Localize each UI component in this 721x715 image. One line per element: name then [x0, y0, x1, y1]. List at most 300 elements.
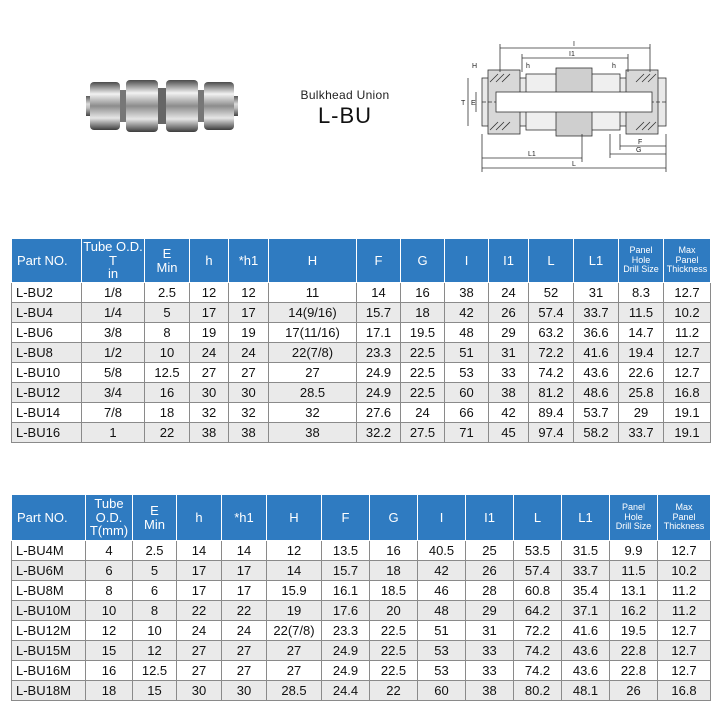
column-header: [322, 495, 370, 541]
part-number-cell: L-BU6M: [12, 561, 86, 581]
table-cell: 31: [466, 621, 514, 641]
table-cell: 10: [133, 621, 177, 641]
table-row: [12, 343, 711, 363]
table-cell: 14: [357, 283, 401, 303]
table-cell: 58.2: [574, 423, 619, 443]
inch-size-table: [11, 238, 711, 443]
column-header-line: H: [307, 252, 318, 268]
table-cell: 53: [445, 363, 489, 383]
table-cell: 20: [370, 601, 418, 621]
column-header-line: F: [374, 252, 383, 268]
table-cell: 19.1: [664, 423, 711, 443]
dim-label-F: F: [638, 139, 643, 146]
dim-label-T: T: [461, 100, 466, 107]
table-cell: 12.7: [664, 283, 711, 303]
table-cell: 19.4: [619, 343, 664, 363]
table-cell: 16.8: [658, 681, 711, 701]
column-header-line: Panel: [672, 511, 696, 522]
dim-label-L1: L1: [528, 151, 536, 158]
table-cell: 19: [190, 323, 229, 343]
table-cell: 80.2: [514, 681, 562, 701]
table-cell: 89.4: [529, 403, 574, 423]
column-header: [370, 495, 418, 541]
column-header-line: T: [109, 252, 117, 268]
part-number-cell: L-BU2: [12, 283, 82, 303]
table-row: [12, 581, 711, 601]
table-cell: 2.5: [145, 283, 190, 303]
column-header: [222, 495, 267, 541]
part-number-cell: L-BU14: [12, 403, 82, 423]
table-cell: 24: [222, 621, 267, 641]
table-cell: 27: [177, 641, 222, 661]
table-cell: 22.5: [370, 621, 418, 641]
column-header-line: L1: [578, 509, 593, 525]
table-cell: 24.9: [322, 661, 370, 681]
part-number-cell: L-BU18M: [12, 681, 86, 701]
table-cell: 43.6: [562, 641, 610, 661]
table-row: [12, 641, 711, 661]
table-cell: 33.7: [619, 423, 664, 443]
table-cell: 31: [489, 343, 529, 363]
column-header: [357, 239, 401, 283]
table-cell: 18.5: [370, 581, 418, 601]
part-number-cell: L-BU10: [12, 363, 82, 383]
table-cell: 33.7: [562, 561, 610, 581]
dim-label-L: L: [572, 161, 576, 168]
table-cell: 11.2: [658, 581, 711, 601]
table-cell: 35.4: [562, 581, 610, 601]
table-cell: 18: [370, 561, 418, 581]
table-cell: 53: [418, 641, 466, 661]
table-cell: 32.2: [357, 423, 401, 443]
dim-label-E: E: [471, 100, 476, 107]
column-header-line: I1: [484, 509, 495, 525]
table-cell: 72.2: [529, 343, 574, 363]
table-row: [12, 601, 711, 621]
column-header: [529, 239, 574, 283]
table-cell: 60.8: [514, 581, 562, 601]
table-cell: 10.2: [658, 561, 711, 581]
table-cell: 19.1: [664, 403, 711, 423]
table-cell: 25: [466, 541, 514, 561]
table-cell: 27: [229, 363, 269, 383]
table-cell: 12.7: [664, 363, 711, 383]
table-cell: 38: [269, 423, 357, 443]
column-header-line: Part NO.: [17, 509, 68, 525]
table-cell: 42: [489, 403, 529, 423]
table-cell: 27.5: [401, 423, 445, 443]
column-header-line: T(mm): [89, 523, 129, 539]
product-subtitle: Bulkhead Union: [300, 88, 390, 102]
table-cell: 16: [145, 383, 190, 403]
table-cell: 12.7: [658, 661, 711, 681]
table-cell: 81.2: [529, 383, 574, 403]
table-cell: 25.8: [619, 383, 664, 403]
table-row: [12, 423, 711, 443]
column-header: [133, 495, 177, 541]
column-header-line: Max: [675, 502, 693, 513]
table-cell: 48.1: [562, 681, 610, 701]
table-cell: 26: [610, 681, 658, 701]
column-header: [190, 239, 229, 283]
column-header-line: H: [289, 509, 299, 525]
table-cell: 30: [177, 681, 222, 701]
table-cell: 17(11/16): [269, 323, 357, 343]
table-cell: 22(7/8): [269, 343, 357, 363]
table-cell: 14(9/16): [269, 303, 357, 323]
table-row: [12, 681, 711, 701]
table-cell: 33: [466, 641, 514, 661]
table-cell: 32: [229, 403, 269, 423]
table-cell: 6: [86, 561, 133, 581]
table-cell: 8.3: [619, 283, 664, 303]
column-header: [664, 239, 711, 283]
column-header-line: O.D.: [95, 509, 123, 525]
table-cell: 10: [86, 601, 133, 621]
table-cell: 8: [133, 601, 177, 621]
column-header: [445, 239, 489, 283]
column-header-line: I: [439, 509, 444, 525]
table-cell: 17.6: [322, 601, 370, 621]
column-header-line: Min: [144, 516, 165, 532]
table-cell: 24: [401, 403, 445, 423]
column-header: [12, 495, 86, 541]
column-header: [269, 239, 357, 283]
table-cell: 22.8: [610, 641, 658, 661]
part-number-cell: L-BU12M: [12, 621, 86, 641]
table-cell: 14.7: [619, 323, 664, 343]
part-number-cell: L-BU4: [12, 303, 82, 323]
table-cell: 29: [489, 323, 529, 343]
table-cell: 51: [418, 621, 466, 641]
table-cell: 3/4: [82, 383, 145, 403]
bulkhead-union-photo: [86, 74, 238, 138]
table-row: [12, 383, 711, 403]
part-number-cell: L-BU12: [12, 383, 82, 403]
column-header-line: I: [464, 252, 469, 268]
column-header: [466, 495, 514, 541]
table-row: [12, 323, 711, 343]
table-cell: 12: [86, 621, 133, 641]
table-cell: 24: [190, 343, 229, 363]
column-header: [489, 239, 529, 283]
table-cell: 16: [370, 541, 418, 561]
part-number-cell: L-BU8: [12, 343, 82, 363]
part-number-cell: L-BU15M: [12, 641, 86, 661]
table-cell: 17: [177, 561, 222, 581]
column-header-line: Tube: [94, 496, 124, 512]
table-cell: 16.1: [322, 581, 370, 601]
table-cell: 10: [145, 343, 190, 363]
table-cell: 60: [418, 681, 466, 701]
table-cell: 48: [445, 323, 489, 343]
table-cell: 33: [489, 363, 529, 383]
table-cell: 31.5: [562, 541, 610, 561]
table-cell: 29: [619, 403, 664, 423]
table-cell: 74.2: [529, 363, 574, 383]
table-cell: 38: [190, 423, 229, 443]
table-cell: 30: [222, 681, 267, 701]
table-cell: 53: [418, 661, 466, 681]
table-cell: 74.2: [514, 661, 562, 681]
table-cell: 17: [229, 303, 269, 323]
table-cell: 51: [445, 343, 489, 363]
table-header-row: [12, 239, 711, 283]
table-cell: 16: [86, 661, 133, 681]
table-cell: 1/8: [82, 283, 145, 303]
table-cell: 24.4: [322, 681, 370, 701]
table-cell: 27: [267, 661, 322, 681]
product-title-block: [290, 88, 400, 129]
table-cell: 24.9: [357, 383, 401, 403]
table-cell: 12.5: [145, 363, 190, 383]
column-header-line: Panel: [621, 502, 646, 513]
table-cell: 6: [133, 581, 177, 601]
metric-size-table: [11, 494, 711, 701]
table-cell: 1: [82, 423, 145, 443]
table-cell: 14: [267, 561, 322, 581]
table-cell: 24.9: [322, 641, 370, 661]
dimension-drawing: [460, 38, 690, 176]
table-cell: 60: [445, 383, 489, 403]
table-cell: 42: [418, 561, 466, 581]
table-cell: 5: [133, 561, 177, 581]
table-cell: 53.7: [574, 403, 619, 423]
table-cell: 23.3: [322, 621, 370, 641]
column-header-line: G: [388, 509, 399, 525]
table-cell: 27: [177, 661, 222, 681]
table-row: [12, 541, 711, 561]
table-cell: 72.2: [514, 621, 562, 641]
table-row: [12, 561, 711, 581]
table-cell: 12: [133, 641, 177, 661]
table-cell: 17: [190, 303, 229, 323]
column-header-line: L: [547, 252, 555, 268]
table-cell: 22: [145, 423, 190, 443]
column-header-line: G: [417, 252, 428, 268]
table-cell: 48.6: [574, 383, 619, 403]
column-header-line: *h1: [238, 252, 259, 268]
table-cell: 22.5: [401, 343, 445, 363]
column-header-line: L: [533, 509, 542, 525]
table-cell: 14: [222, 541, 267, 561]
table-cell: 22.6: [619, 363, 664, 383]
table-cell: 17: [222, 561, 267, 581]
table-cell: 12.7: [658, 641, 711, 661]
table-cell: 16.2: [610, 601, 658, 621]
part-number-cell: L-BU10M: [12, 601, 86, 621]
table-cell: 27: [190, 363, 229, 383]
dim-label-h-right: h: [612, 63, 616, 70]
table-cell: 22: [370, 681, 418, 701]
table-cell: 24: [489, 283, 529, 303]
table-cell: 57.4: [529, 303, 574, 323]
column-header: [574, 239, 619, 283]
table-cell: 22(7/8): [267, 621, 322, 641]
table-cell: 36.6: [574, 323, 619, 343]
table-cell: 5/8: [82, 363, 145, 383]
table-cell: 19: [267, 601, 322, 621]
table-cell: 48: [418, 601, 466, 621]
table-cell: 12.7: [664, 343, 711, 363]
table-cell: 12.7: [658, 541, 711, 561]
table-cell: 38: [445, 283, 489, 303]
column-header-line: Drill Size: [615, 521, 652, 532]
table-cell: 12: [190, 283, 229, 303]
table-cell: 24: [229, 343, 269, 363]
product-header: [0, 0, 721, 185]
table-cell: 18: [401, 303, 445, 323]
table-cell: 9.9: [610, 541, 658, 561]
dim-label-h-left: h: [526, 63, 530, 70]
column-header-line: Thickness: [663, 521, 705, 532]
table-cell: 27: [269, 363, 357, 383]
table-header-row: [12, 495, 711, 541]
column-header-line: Max: [678, 245, 696, 256]
table-cell: 4: [86, 541, 133, 561]
part-number-cell: L-BU16: [12, 423, 82, 443]
column-header-line: E: [150, 502, 159, 518]
table-cell: 11.5: [619, 303, 664, 323]
column-header: [145, 239, 190, 283]
table-cell: 66: [445, 403, 489, 423]
table-cell: 22.8: [610, 661, 658, 681]
table-cell: 13.1: [610, 581, 658, 601]
table-cell: 12: [267, 541, 322, 561]
column-header-line: Thickness: [666, 264, 708, 275]
table-cell: 14: [177, 541, 222, 561]
column-header-line: Hole: [631, 254, 651, 265]
table-cell: 7/8: [82, 403, 145, 423]
table-cell: 43.6: [562, 661, 610, 681]
table-cell: 16.8: [664, 383, 711, 403]
table-cell: 63.2: [529, 323, 574, 343]
table-cell: 15.7: [357, 303, 401, 323]
table-cell: 19.5: [610, 621, 658, 641]
table-cell: 22.5: [401, 383, 445, 403]
table-row: [12, 621, 711, 641]
table-cell: 17.1: [357, 323, 401, 343]
table-cell: 27.6: [357, 403, 401, 423]
table-cell: 22: [222, 601, 267, 621]
table-cell: 22.5: [370, 661, 418, 681]
table-cell: 71: [445, 423, 489, 443]
table-cell: 22.5: [370, 641, 418, 661]
table-cell: 15.7: [322, 561, 370, 581]
column-header-line: Part NO.: [17, 252, 68, 268]
table-cell: 22.5: [401, 363, 445, 383]
column-header: [267, 495, 322, 541]
table-cell: 2.5: [133, 541, 177, 561]
table-cell: 17: [222, 581, 267, 601]
table-cell: 32: [190, 403, 229, 423]
table-cell: 53.5: [514, 541, 562, 561]
table-cell: 19.5: [401, 323, 445, 343]
table-cell: 18: [86, 681, 133, 701]
table-cell: 29: [466, 601, 514, 621]
table-cell: 11: [269, 283, 357, 303]
column-header-line: h: [195, 509, 203, 525]
table-cell: 8: [86, 581, 133, 601]
table-cell: 38: [229, 423, 269, 443]
column-header-line: L1: [588, 252, 604, 268]
column-header: [619, 239, 664, 283]
column-header-line: Min: [156, 259, 178, 275]
table-cell: 41.6: [574, 343, 619, 363]
table-cell: 11.2: [658, 601, 711, 621]
column-header: [12, 239, 82, 283]
table-cell: 10.2: [664, 303, 711, 323]
table-cell: 15: [133, 681, 177, 701]
table-row: [12, 363, 711, 383]
dim-label-H: H: [472, 63, 478, 70]
table-cell: 23.3: [357, 343, 401, 363]
table-cell: 12: [229, 283, 269, 303]
table-cell: 57.4: [514, 561, 562, 581]
table-cell: 38: [489, 383, 529, 403]
table-cell: 15: [86, 641, 133, 661]
table-cell: 26: [466, 561, 514, 581]
table-cell: 38: [466, 681, 514, 701]
table-cell: 26: [489, 303, 529, 323]
table-cell: 11.5: [610, 561, 658, 581]
column-header: [418, 495, 466, 541]
table-cell: 16: [401, 283, 445, 303]
table-cell: 97.4: [529, 423, 574, 443]
table-row: [12, 661, 711, 681]
part-number-cell: L-BU16M: [12, 661, 86, 681]
column-header-line: Hole: [624, 511, 643, 522]
column-header: [610, 495, 658, 541]
table-cell: 28.5: [269, 383, 357, 403]
table-cell: 13.5: [322, 541, 370, 561]
dim-label-I: I: [573, 41, 575, 48]
table-row: [12, 283, 711, 303]
table-cell: 12.7: [658, 621, 711, 641]
table-cell: 17: [177, 581, 222, 601]
table-cell: 43.6: [574, 363, 619, 383]
column-header: [658, 495, 711, 541]
table-cell: 27: [222, 641, 267, 661]
table-cell: 45: [489, 423, 529, 443]
column-header-line: Panel: [675, 254, 699, 265]
column-header: [86, 495, 133, 541]
table-cell: 24.9: [357, 363, 401, 383]
column-header-line: Drill Size: [623, 264, 659, 275]
table-cell: 1/2: [82, 343, 145, 363]
column-header-line: Tube O.D.: [83, 239, 143, 255]
table-row: [12, 303, 711, 323]
part-number-cell: L-BU6: [12, 323, 82, 343]
table-cell: 27: [222, 661, 267, 681]
part-number-cell: L-BU8M: [12, 581, 86, 601]
table-cell: 1/4: [82, 303, 145, 323]
table-cell: 18: [145, 403, 190, 423]
column-header: [82, 239, 145, 283]
column-header: [177, 495, 222, 541]
part-number-cell: L-BU4M: [12, 541, 86, 561]
column-header: [401, 239, 445, 283]
table-cell: 31: [574, 283, 619, 303]
table-cell: 5: [145, 303, 190, 323]
column-header: [514, 495, 562, 541]
dim-label-I1: I1: [569, 51, 575, 58]
table-cell: 22: [177, 601, 222, 621]
table-cell: 42: [445, 303, 489, 323]
table-row: [12, 403, 711, 423]
column-header-line: h: [205, 252, 213, 268]
column-header-line: Panel: [629, 245, 653, 256]
